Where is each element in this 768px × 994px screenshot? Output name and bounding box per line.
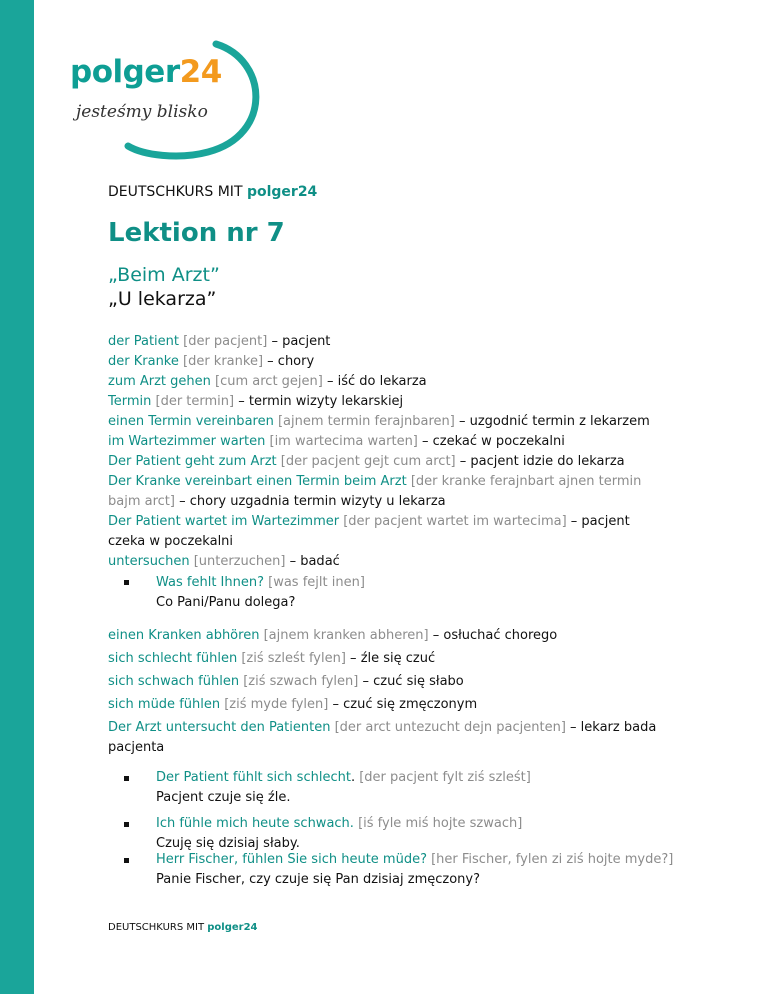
example-german: Was fehlt Ihnen? [156, 575, 264, 590]
vocab-translation: czekać w poczekalni [432, 434, 565, 449]
vocab-separator: – [263, 354, 278, 369]
vocab-translation: chory [277, 354, 315, 369]
vocab-translation: czuć się zmęczonym [343, 697, 478, 712]
vocab-pronunciation: [ziś szwach fylen] [239, 674, 359, 689]
vocab-item [108, 392, 668, 412]
vocab-term: Der Patient wartet im Wartezimmer [108, 514, 340, 529]
vocab-separator: – [565, 720, 581, 735]
vocab-pronunciation: [der termin] [151, 394, 235, 409]
vocab-term: zum Arzt gehen [108, 374, 211, 389]
example-pronunciation: [her Fischer, fylen zi ziś hojte myde?] [426, 852, 674, 867]
vocab-separator: – [174, 494, 190, 509]
vocab-item [108, 432, 668, 452]
logo-word-24: 24 [179, 54, 222, 90]
vocab-pronunciation: [cum arct gejen] [210, 374, 323, 389]
vocab-translation: czuć się słabo [373, 674, 464, 689]
vocab-separator: – [454, 414, 470, 429]
vocab-separator: – [358, 674, 374, 689]
vocab-term: der Patient [108, 334, 179, 349]
example-german: Der Patient fühlt sich schlecht [156, 770, 351, 785]
vocab-translation: osłuchać chorego [443, 628, 558, 643]
lesson-subtitle-de: „Beim Arzt” [108, 264, 220, 286]
vocab-term: einen Termin vereinbaren [108, 414, 274, 429]
example-pronunciation: [der pacjent fylt ziś szleśt] [355, 770, 531, 785]
vocab-item [108, 412, 668, 432]
vocab-term: untersuchen [108, 554, 190, 569]
vocab-item [108, 332, 668, 352]
example-sentence [156, 768, 696, 808]
bullet-icon [124, 580, 129, 585]
example-pronunciation: [was fejlt inen] [264, 575, 365, 590]
vocab-separator: – [234, 394, 249, 409]
vocab-pronunciation: [ziś szleśt fylen] [237, 651, 346, 666]
vocab-term: im Wartezimmer warten [108, 434, 266, 449]
vocab-item [108, 649, 668, 669]
example-pronunciation: [iś fyle miś hojte szwach] [353, 816, 523, 831]
vocab-translation: uzgodnić termin z lekarzem [469, 414, 650, 429]
left-accent-bar [0, 0, 34, 994]
vocab-item [108, 672, 668, 692]
vocab-item [108, 718, 668, 758]
vocab-item [108, 472, 668, 512]
vocab-pronunciation: [der kranke ferajnbart ajnen termin bajm arct] [108, 474, 642, 509]
vocab-translation: termin wizyty lekarskiej [248, 394, 404, 409]
vocab-separator: – [322, 374, 338, 389]
vocab-translation: badać [300, 554, 340, 569]
example-sentence [156, 814, 696, 854]
vocab-term: sich schlecht fühlen [108, 651, 238, 666]
vocab-item [108, 372, 668, 392]
vocab-translation: iść do lekarza [337, 374, 427, 389]
bullet-icon [124, 858, 129, 863]
footer-prefix: DEUTSCHKURS MIT [108, 922, 208, 933]
bullet-icon [124, 776, 129, 781]
vocab-item [108, 512, 668, 552]
vocab-pronunciation: [der arct untezucht dejn pacjenten] [330, 720, 566, 735]
vocab-item [108, 695, 668, 715]
vocab-translation: pacjent [282, 334, 331, 349]
vocab-pronunciation: [der pacjent gejt cum arct] [276, 454, 456, 469]
vocab-pronunciation: [ziś myde fylen] [220, 697, 329, 712]
vocab-item [108, 626, 668, 646]
lesson-subtitle-pl: „U lekarza” [108, 288, 217, 310]
vocab-translation: chory uzgadnia termin wizyty u lekarza [189, 494, 446, 509]
vocab-term: sich müde fühlen [108, 697, 221, 712]
polger24-logo [68, 40, 268, 160]
bullet-icon [124, 822, 129, 827]
vocab-item [108, 452, 668, 472]
logo-word-polger: polger [70, 54, 180, 90]
vocab-translation: pacjent idzie do lekarza [470, 454, 625, 469]
vocab-pronunciation: [ajnem kranken abheren] [259, 628, 429, 643]
vocab-term: Termin [108, 394, 152, 409]
vocab-term: der Kranke [108, 354, 179, 369]
vocab-translation: źle się czuć [360, 651, 436, 666]
course-header-prefix: DEUTSCHKURS MIT [108, 184, 247, 200]
logo-wordmark [70, 54, 222, 90]
example-polish: Panie Fischer, czy czuje się Pan dzisiaj zmęczony? [156, 872, 480, 887]
vocab-separator: – [345, 651, 361, 666]
vocab-pronunciation: [der pacjent] [179, 334, 268, 349]
vocab-pronunciation: [ajnem termin ferajnbaren] [273, 414, 455, 429]
vocab-term: einen Kranken abhören [108, 628, 260, 643]
example-polish: Pacjent czuje się źle. [156, 790, 291, 805]
course-header [108, 184, 317, 200]
vocab-item [108, 352, 668, 372]
example-german: Ich fühle mich heute schwach. [156, 816, 354, 831]
lesson-title: Lektion nr 7 [108, 218, 285, 248]
footer-brand: polger24 [207, 922, 258, 933]
vocab-pronunciation: [im wartecima warten] [265, 434, 418, 449]
vocab-translation: lekarz bada pacjenta [108, 720, 657, 755]
vocab-term: Der Kranke vereinbart einen Termin beim Arzt [108, 474, 407, 489]
vocab-term: Der Arzt untersucht den Patienten [108, 720, 331, 735]
vocab-pronunciation: [der pacjent wartet im wartecima] [339, 514, 567, 529]
course-header-brand: polger24 [246, 184, 318, 200]
vocab-pronunciation: [unterzuchen] [189, 554, 286, 569]
vocab-term: sich schwach fühlen [108, 674, 240, 689]
example-sentence [156, 850, 696, 890]
example-sentence [156, 573, 696, 613]
page-footer [108, 922, 258, 933]
vocab-separator: – [285, 554, 301, 569]
vocab-term: Der Patient geht zum Arzt [108, 454, 277, 469]
vocab-pronunciation: [der kranke] [178, 354, 264, 369]
vocab-separator: – [455, 454, 471, 469]
vocab-item [108, 552, 668, 572]
logo-tagline: jesteśmy blisko [76, 102, 208, 122]
vocab-separator: – [267, 334, 283, 349]
vocab-separator: – [428, 628, 444, 643]
vocab-translation: pacjent czeka w poczekalni [108, 514, 630, 549]
example-polish: Czuję się dzisiaj słaby. [156, 836, 300, 851]
vocab-separator: – [417, 434, 433, 449]
example-polish: Co Pani/Panu dolega? [156, 595, 296, 610]
example-period: . [350, 770, 356, 785]
vocab-separator: – [566, 514, 582, 529]
example-german: Herr Fischer, fühlen Sie sich heute müde? [156, 852, 427, 867]
vocab-separator: – [328, 697, 344, 712]
